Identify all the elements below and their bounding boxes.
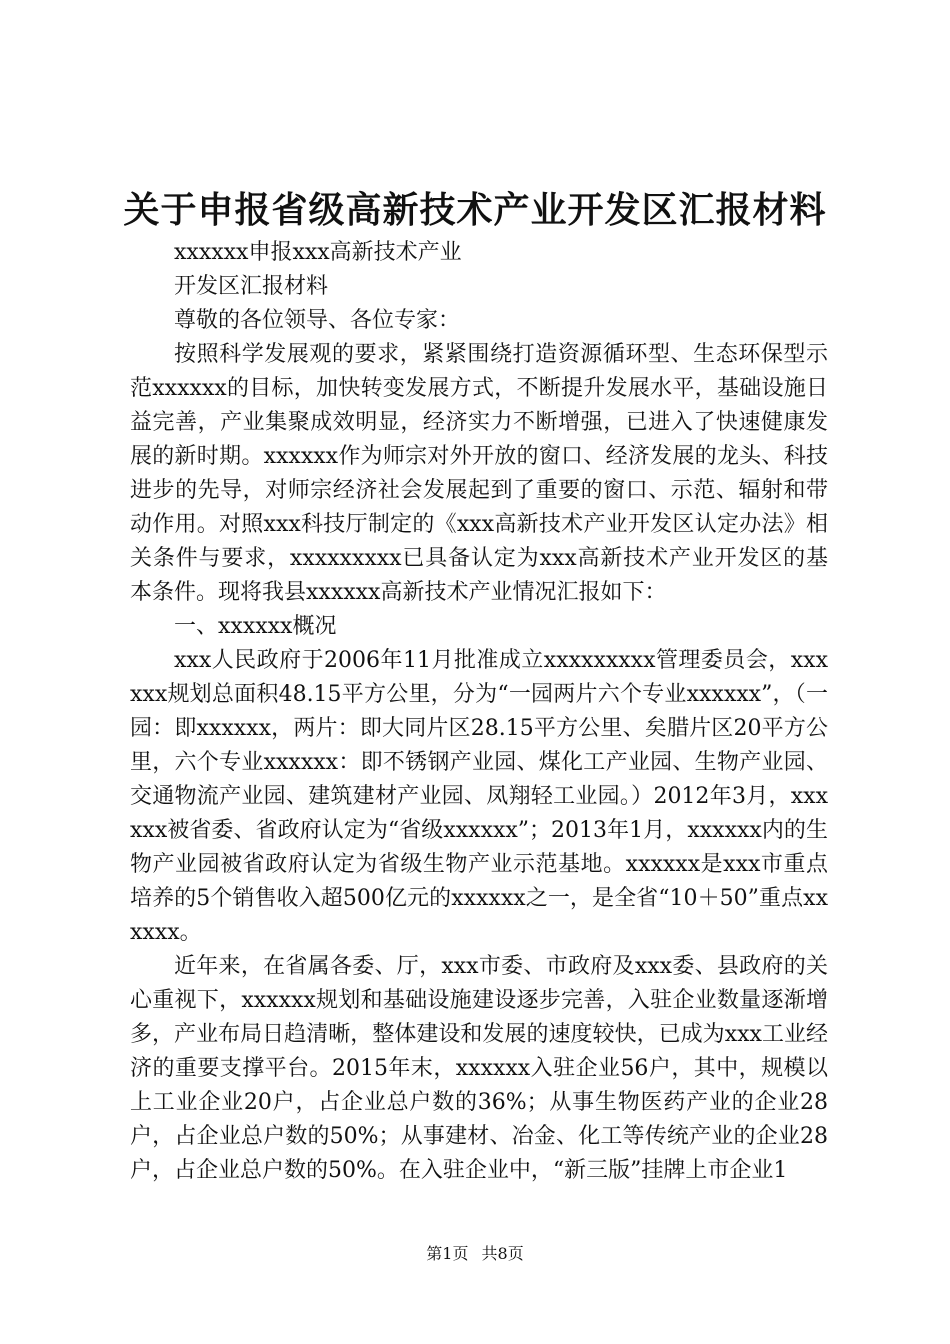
document-body (130, 236, 828, 1188)
section-heading-overview: 一、xxxxxx概况 (174, 614, 337, 639)
paragraph-recent-years: 近年来，在省属各委、厅，xxx市委、市政府及xxx委、县政府的关心重视下，xxxxxx规划和基础设施建设逐步完善，入驻企业数量逐渐增多，产业布局日趋清晰，整体建设和发展的速度较快，已成为xxx工业经济的重要支撑平台。2015年末，xxxxxx入驻企业56户，其中，规模以上工业企业20户，占企业总户数的36%；从事生物医药产业的企业28户，占企业总户数的50%；从事建材、冶金、化工等传统产业的企业28户，占企业总户数的50%。在入驻企业中，“新三版”挂牌上市企业1 (130, 954, 828, 1183)
paragraph-subtitle-line-1: xxxxxx申报xxx高新技术产业 (174, 240, 462, 265)
paragraph-overview: xxx人民政府于2006年11月批准成立xxxxxxxxx管理委员会，xxxxxx规划总面积48.15平方公里，分为“一园两片六个专业xxxxxx”，（一园：即xxxxxx，两片：即大同片区28.15平方公里、矣腊片区20平方公里，六个专业xxxxxx：即不锈钢产业园、煤化工产业园、生物产业园、交通物流产业园、建筑建材产业园、凤翔轻工业园。）2012年3月，xxxxxx被省委、省政府认定为“省级xxxxxx”；2013年1月，xxxxxx内的生物产业园被省政府认定为省级生物产业示范基地。xxxxxx是xxx市重点培养的5个销售收入超500亿元的xxxxxx之一，是全省“10＋50”重点xxxxxx。 (130, 648, 828, 945)
paragraph-subtitle-line-2: 开发区汇报材料 (174, 274, 329, 299)
paragraph-salutation: 尊敬的各位领导、各位专家： (174, 308, 461, 333)
page-number: 第1页 (426, 1244, 469, 1263)
page-total: 共8页 (481, 1244, 524, 1263)
paragraph-intro: 按照科学发展观的要求，紧紧围绕打造资源循环型、生态环保型示范xxxxxx的目标，加快转变发展方式，不断提升发展水平，基础设施日益完善，产业集聚成效明显，经济实力不断增强，已进入了快速健康发展的新时期。xxxxxx作为师宗对外开放的窗口、经济发展的龙头、科技进步的先导，对师宗经济社会发展起到了重要的窗口、示范、辐射和带动作用。对照xxx科技厅制定的《xxx高新技术产业开发区认定办法》相关条件与要求，xxxxxxxxx已具备认定为xxx高新技术产业开发区的基本条件。现将我县xxxxxx高新技术产业情况汇报如下： (130, 342, 828, 605)
page-footer (0, 1244, 950, 1264)
document-title: 关于申报省级高新技术产业开发区汇报材料 (123, 189, 827, 231)
